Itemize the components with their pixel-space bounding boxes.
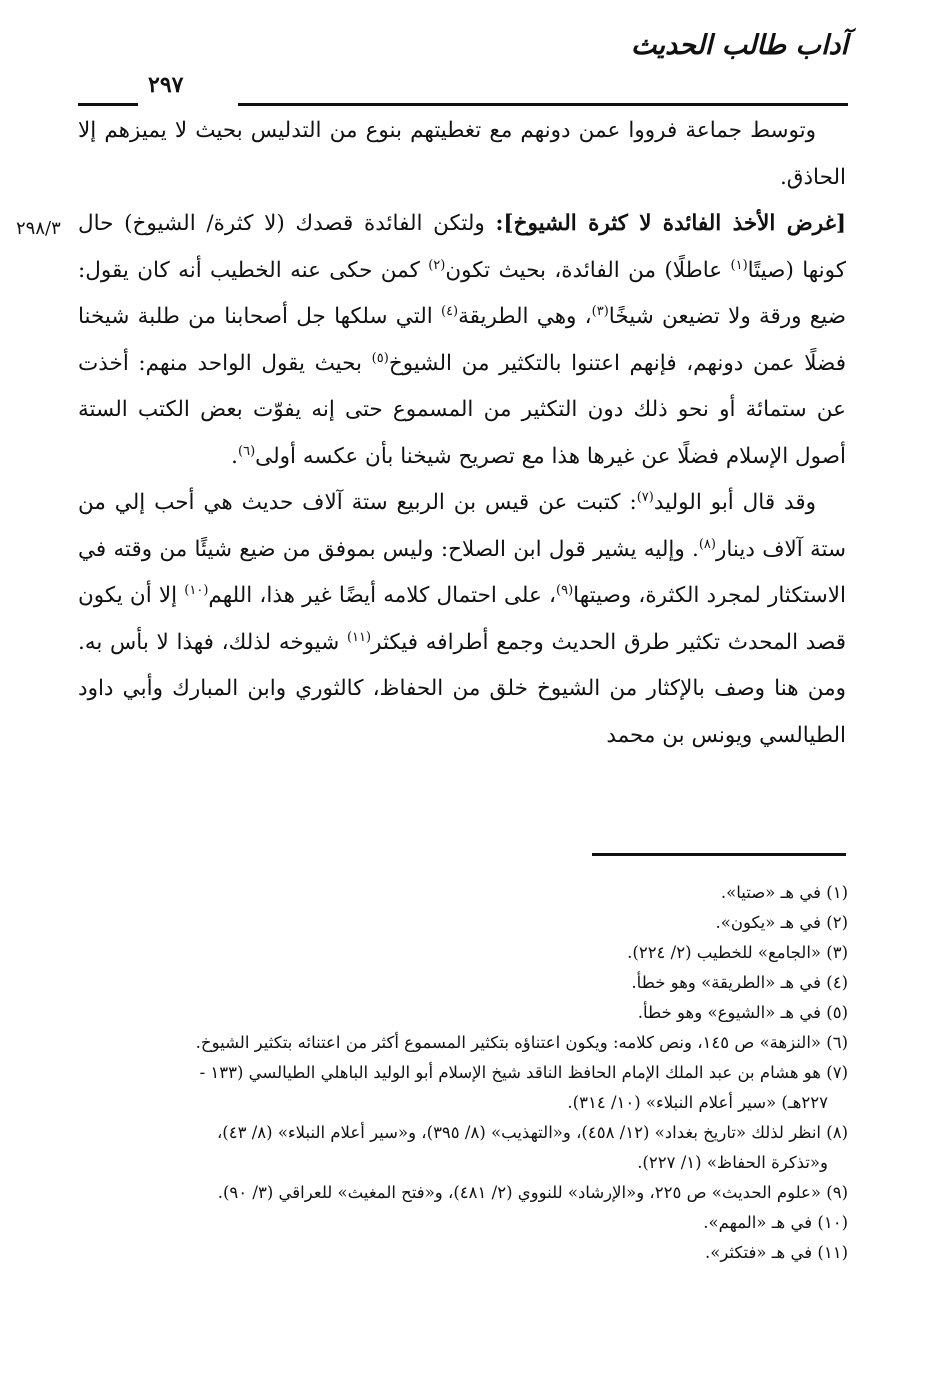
footnote-8: (٨) انظر لذلك «تاريخ بغداد» (١٢/ ٤٥٨)، و«التهذيب» (٨/ ٣٩٥)، و«سير أعلام النبلاء» (٨/ ٤٣)، xyxy=(216,1123,848,1142)
footnote-1: (١) في هـ «صتيا». xyxy=(720,883,848,902)
text-run: ، وهي الطريقة xyxy=(458,304,592,329)
footnote-7-continued: ٢٢٧هـ) «سير أعلام النبلاء» (١٠/ ٣١٤). xyxy=(567,1093,828,1112)
footnote-5: (٥) في هـ «الشيوع» وهو خطأ. xyxy=(637,1003,848,1022)
text-run: . وإليه يشير قول ابن الصلاح: وليس بموفق من ضيع شيئًا من وقته في الاستكثار لمجرد الكثرة، وصيتها xyxy=(78,536,847,608)
text-run: التي سلكها جل أصحابنا من طلبة شيخنا فضلًا عمن دونهم، فإنهم اعتنوا بالتكثير من الشيوخ xyxy=(78,304,846,376)
text-run: إلا أن يكون قصد المحدث تكثير طرق الحديث وجمع أطرافه فيكثر xyxy=(78,583,846,655)
main-text xyxy=(78,108,846,759)
footnote-ref[interactable]: (١٠) xyxy=(184,582,209,598)
text-run: وقد قال أبو الوليد xyxy=(653,490,816,515)
paragraph-2 xyxy=(78,201,846,480)
running-title: آداب طالب الحديث xyxy=(630,30,848,61)
footnote-7: (٧) هو هشام بن عبد الملك الإمام الحافظ الناقد شيخ الإسلام أبو الوليد الباهلي الطيالسي (١٣٣ - xyxy=(199,1063,848,1082)
footnote-separator xyxy=(592,853,846,856)
footnote-8-continued: و«تذكرة الحفاظ» (١/ ٢٢٧). xyxy=(637,1153,828,1172)
text-run: ، على احتمال كلامه أيضًا غير هذا، اللهم xyxy=(208,583,556,608)
text-run: . xyxy=(231,443,239,469)
footnote-ref[interactable]: (٥) xyxy=(371,350,389,366)
footnote-4: (٤) في هـ «الطريقة» وهو خطأ. xyxy=(631,973,848,992)
footnote-ref[interactable]: (٧) xyxy=(636,489,654,505)
page-number: ٢٩٧ xyxy=(148,72,184,98)
footnote-ref[interactable]: (٣) xyxy=(591,303,609,319)
margin-reference: ٢٩٨/٣ xyxy=(16,218,61,239)
text-line: يميزهم إلا الحاذق. xyxy=(78,118,846,190)
footnote-6: (٦) «النزهة» ص ١٤٥، ونص كلامه: ويكون اعتناؤه بتكثير المسموع أكثر من اعتنائه بتكثير الشيوخ. xyxy=(195,1033,848,1052)
page-header xyxy=(78,30,848,98)
footnote-ref[interactable]: (٤) xyxy=(440,303,459,319)
footnote-ref[interactable]: (٨) xyxy=(698,536,716,552)
text-line: وتوسط جماعة فرووا عمن دونهم مع تغطيتهم بنوع من التدليس بحيث لا xyxy=(174,118,816,143)
footnotes xyxy=(62,878,848,1268)
header-rule-short xyxy=(78,103,138,106)
footnote-10: (١٠) في هـ «المهم». xyxy=(703,1213,848,1232)
header-rule xyxy=(238,103,848,106)
footnote-ref[interactable]: (٢) xyxy=(428,257,446,273)
footnote-11: (١١) في هـ «فتكثر». xyxy=(704,1243,848,1262)
text-run: شيوخه لذلك، فهذا لا بأس به. ومن هنا وصف بالإكثار من الشيوخ خلق من الحفاظ، كالثوري وابن المبارك وأبي داود الطيالسي ويونس بن محمد xyxy=(78,629,846,748)
footnote-ref[interactable]: (٩) xyxy=(556,582,574,598)
footnote-ref[interactable]: (١) xyxy=(730,257,748,273)
text-run: : كتبت عن قيس بن الربيع ستة آلاف حديث هي أحب إلي من ستة آلاف دينار xyxy=(78,490,846,562)
text-run: كمن حكى عنه الخطيب أنه كان يقول: ضيع ورقة ولا تضيعن شيخًا xyxy=(78,257,846,329)
footnote-9: (٩) «علوم الحديث» ص ٢٢٥، و«الإرشاد» للنووي (٢/ ٤٨١)، و«فتح المغيث» للعراقي (٣/ ٩٠). xyxy=(217,1183,848,1202)
text-run: ولتكن الفائدة قصدك (لا كثرة/ الشيوخ) حال كونها (صيتًا xyxy=(78,211,846,283)
footnote-ref[interactable]: (٦) xyxy=(238,443,256,459)
footnote-3: (٣) «الجامع» للخطيب (٢/ ٢٢٤). xyxy=(627,943,848,962)
paragraph-1 xyxy=(78,108,846,201)
footnote-ref[interactable]: (١١) xyxy=(346,629,372,645)
paragraph-3 xyxy=(78,480,846,759)
text-run: بحيث يقول الواحد منهم: أخذت عن ستمائة أو نحو ذلك دون التكثير من المسموع حتى إنه يفوّت بعض الكتب الستة أصول الإسلام فضلًا عن غيرها هذا مع تصريح شيخنا بأن عكسه أولى xyxy=(78,350,846,469)
text-run: عاطلًا) من الفائدة، بحيث تكون xyxy=(445,257,731,283)
footnote-2: (٢) في هـ «يكون». xyxy=(715,913,848,932)
section-heading: [غرض الأخذ الفائدة لا كثرة الشيوخ]: xyxy=(495,211,846,236)
